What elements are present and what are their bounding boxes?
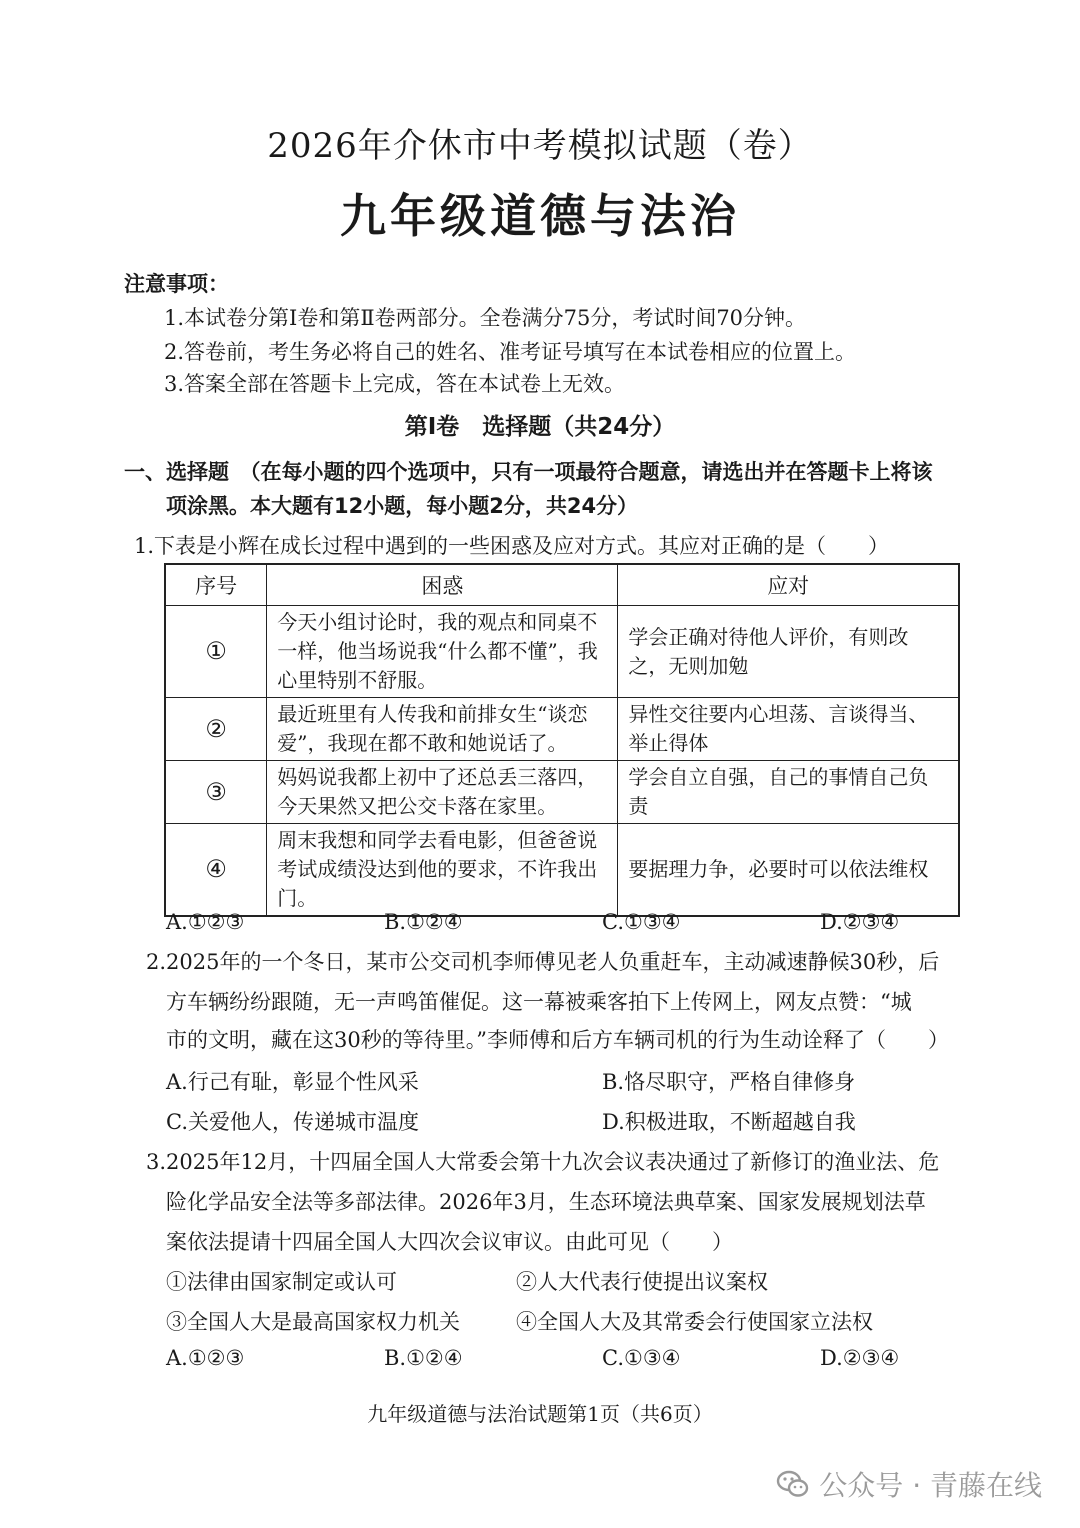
puzzle-cell: 今天小组讨论时，我的观点和同桌不一样，他当场说我“什么都不懂”，我心里特别不舒服。: [267, 606, 618, 698]
notice-item: 2.答卷前，考生务必将自己的姓名、准考证号填写在本试卷相应的位置上。: [164, 340, 857, 364]
option-d: D.②③④: [820, 910, 900, 934]
question-1-table: [164, 563, 960, 917]
exam-title-top: 2026年介休市中考模拟试题（卷）: [267, 126, 813, 166]
row-number: ④: [165, 824, 267, 917]
row-number: ③: [165, 761, 267, 824]
statement-2: ②人大代表行使提出议案权: [516, 1270, 768, 1294]
option-a: A.①②③: [166, 1346, 245, 1370]
option-d: D.②③④: [820, 1346, 900, 1370]
section-heading: 第Ⅰ卷 选择题（共24分）: [404, 414, 676, 440]
part-instruction-line-1: 一、选择题 （在每小题的四个选项中，只有一项最符合题意，请选出并在答题卡上将该: [124, 460, 933, 484]
puzzle-cell: 周末我想和同学去看电影，但爸爸说考试成绩没达到他的要求，不许我出门。: [267, 824, 618, 917]
response-cell: 学会正确对待他人评价，有则改之，无则加勉: [618, 606, 959, 698]
option-d: D.积极进取，不断超越自我: [602, 1110, 856, 1134]
table-header-cell: 序号: [165, 564, 267, 606]
question-2-line: 方车辆纷纷跟随，无一声鸣笛催促。这一幕被乘客拍下上传网上，网友点赞：“城: [166, 990, 912, 1014]
wechat-icon: [775, 1466, 811, 1502]
table-header-cell: 困惑: [267, 564, 618, 606]
option-a: A.①②③: [166, 910, 245, 934]
question-3-line: 3.2025年12月，十四届全国人大常委会第十九次会议表决通过了新修订的渔业法、危: [146, 1150, 940, 1174]
table-header-cell: 应对: [618, 564, 959, 606]
table-row: [165, 698, 959, 761]
statement-3: ③全国人大是最高国家权力机关: [166, 1310, 460, 1334]
option-b: B.恪尽职守，严格自律修身: [602, 1070, 856, 1094]
option-b: B.①②④: [384, 1346, 463, 1370]
response-cell: 学会自立自强，自己的事情自己负责: [618, 761, 959, 824]
option-b: B.①②④: [384, 910, 463, 934]
notice-heading: 注意事项：: [124, 272, 229, 296]
watermark: [775, 1464, 1042, 1504]
option-c: C.①③④: [602, 910, 681, 934]
option-a: A.行己有耻，彰显个性风采: [166, 1070, 419, 1094]
response-cell: 要据理力争，必要时可以依法维权: [618, 824, 959, 917]
option-c: C.①③④: [602, 1346, 681, 1370]
row-number: ①: [165, 606, 267, 698]
question-2-line: 2.2025年的一个冬日，某市公交司机李师傅见老人负重赶车，主动减速静候30秒，后: [146, 950, 940, 974]
row-number: ②: [165, 698, 267, 761]
question-1-stem: 1.下表是小辉在成长过程中遇到的一些困惑及应对方式。其应对正确的是（ ）: [134, 534, 890, 558]
question-3-line: 险化学品安全法等多部法律。2026年3月，生态环境法典草案、国家发展规划法草: [166, 1190, 926, 1214]
question-2-line: 市的文明，藏在这30秒的等待里。”李师傅和后方车辆司机的行为生动诠释了（ ）: [166, 1028, 949, 1052]
notice-item: 3.答案全部在答题卡上完成，答在本试卷上无效。: [164, 372, 626, 396]
page-footer: 九年级道德与法治试题第1页（共6页）: [367, 1402, 713, 1426]
question-3-line: 案依法提请十四届全国人大四次会议审议。由此可见（ ）: [166, 1230, 733, 1254]
table-row: [165, 761, 959, 824]
part-instruction-line-2: 项涂黑。本大题有12小题，每小题2分，共24分）: [166, 494, 639, 518]
notice-item: 1.本试卷分第Ⅰ卷和第Ⅱ卷两部分。全卷满分75分，考试时间70分钟。: [164, 306, 807, 330]
table-header-row: [165, 564, 959, 606]
statement-1: ①法律由国家制定或认可: [166, 1270, 397, 1294]
table-row: [165, 606, 959, 698]
table-row: [165, 824, 959, 917]
puzzle-cell: 最近班里有人传我和前排女生“谈恋爱”，我现在都不敢和她说话了。: [267, 698, 618, 761]
statement-4: ④全国人大及其常委会行使国家立法权: [516, 1310, 873, 1334]
response-cell: 异性交往要内心坦荡、言谈得当、举止得体: [618, 698, 959, 761]
puzzle-cell: 妈妈说我都上初中了还总丢三落四，今天果然又把公交卡落在家里。: [267, 761, 618, 824]
exam-title-main: 九年级道德与法治: [340, 189, 740, 243]
watermark-text: 公众号 · 青藤在线: [819, 1469, 1042, 1502]
option-c: C.关爱他人，传递城市温度: [166, 1110, 419, 1134]
